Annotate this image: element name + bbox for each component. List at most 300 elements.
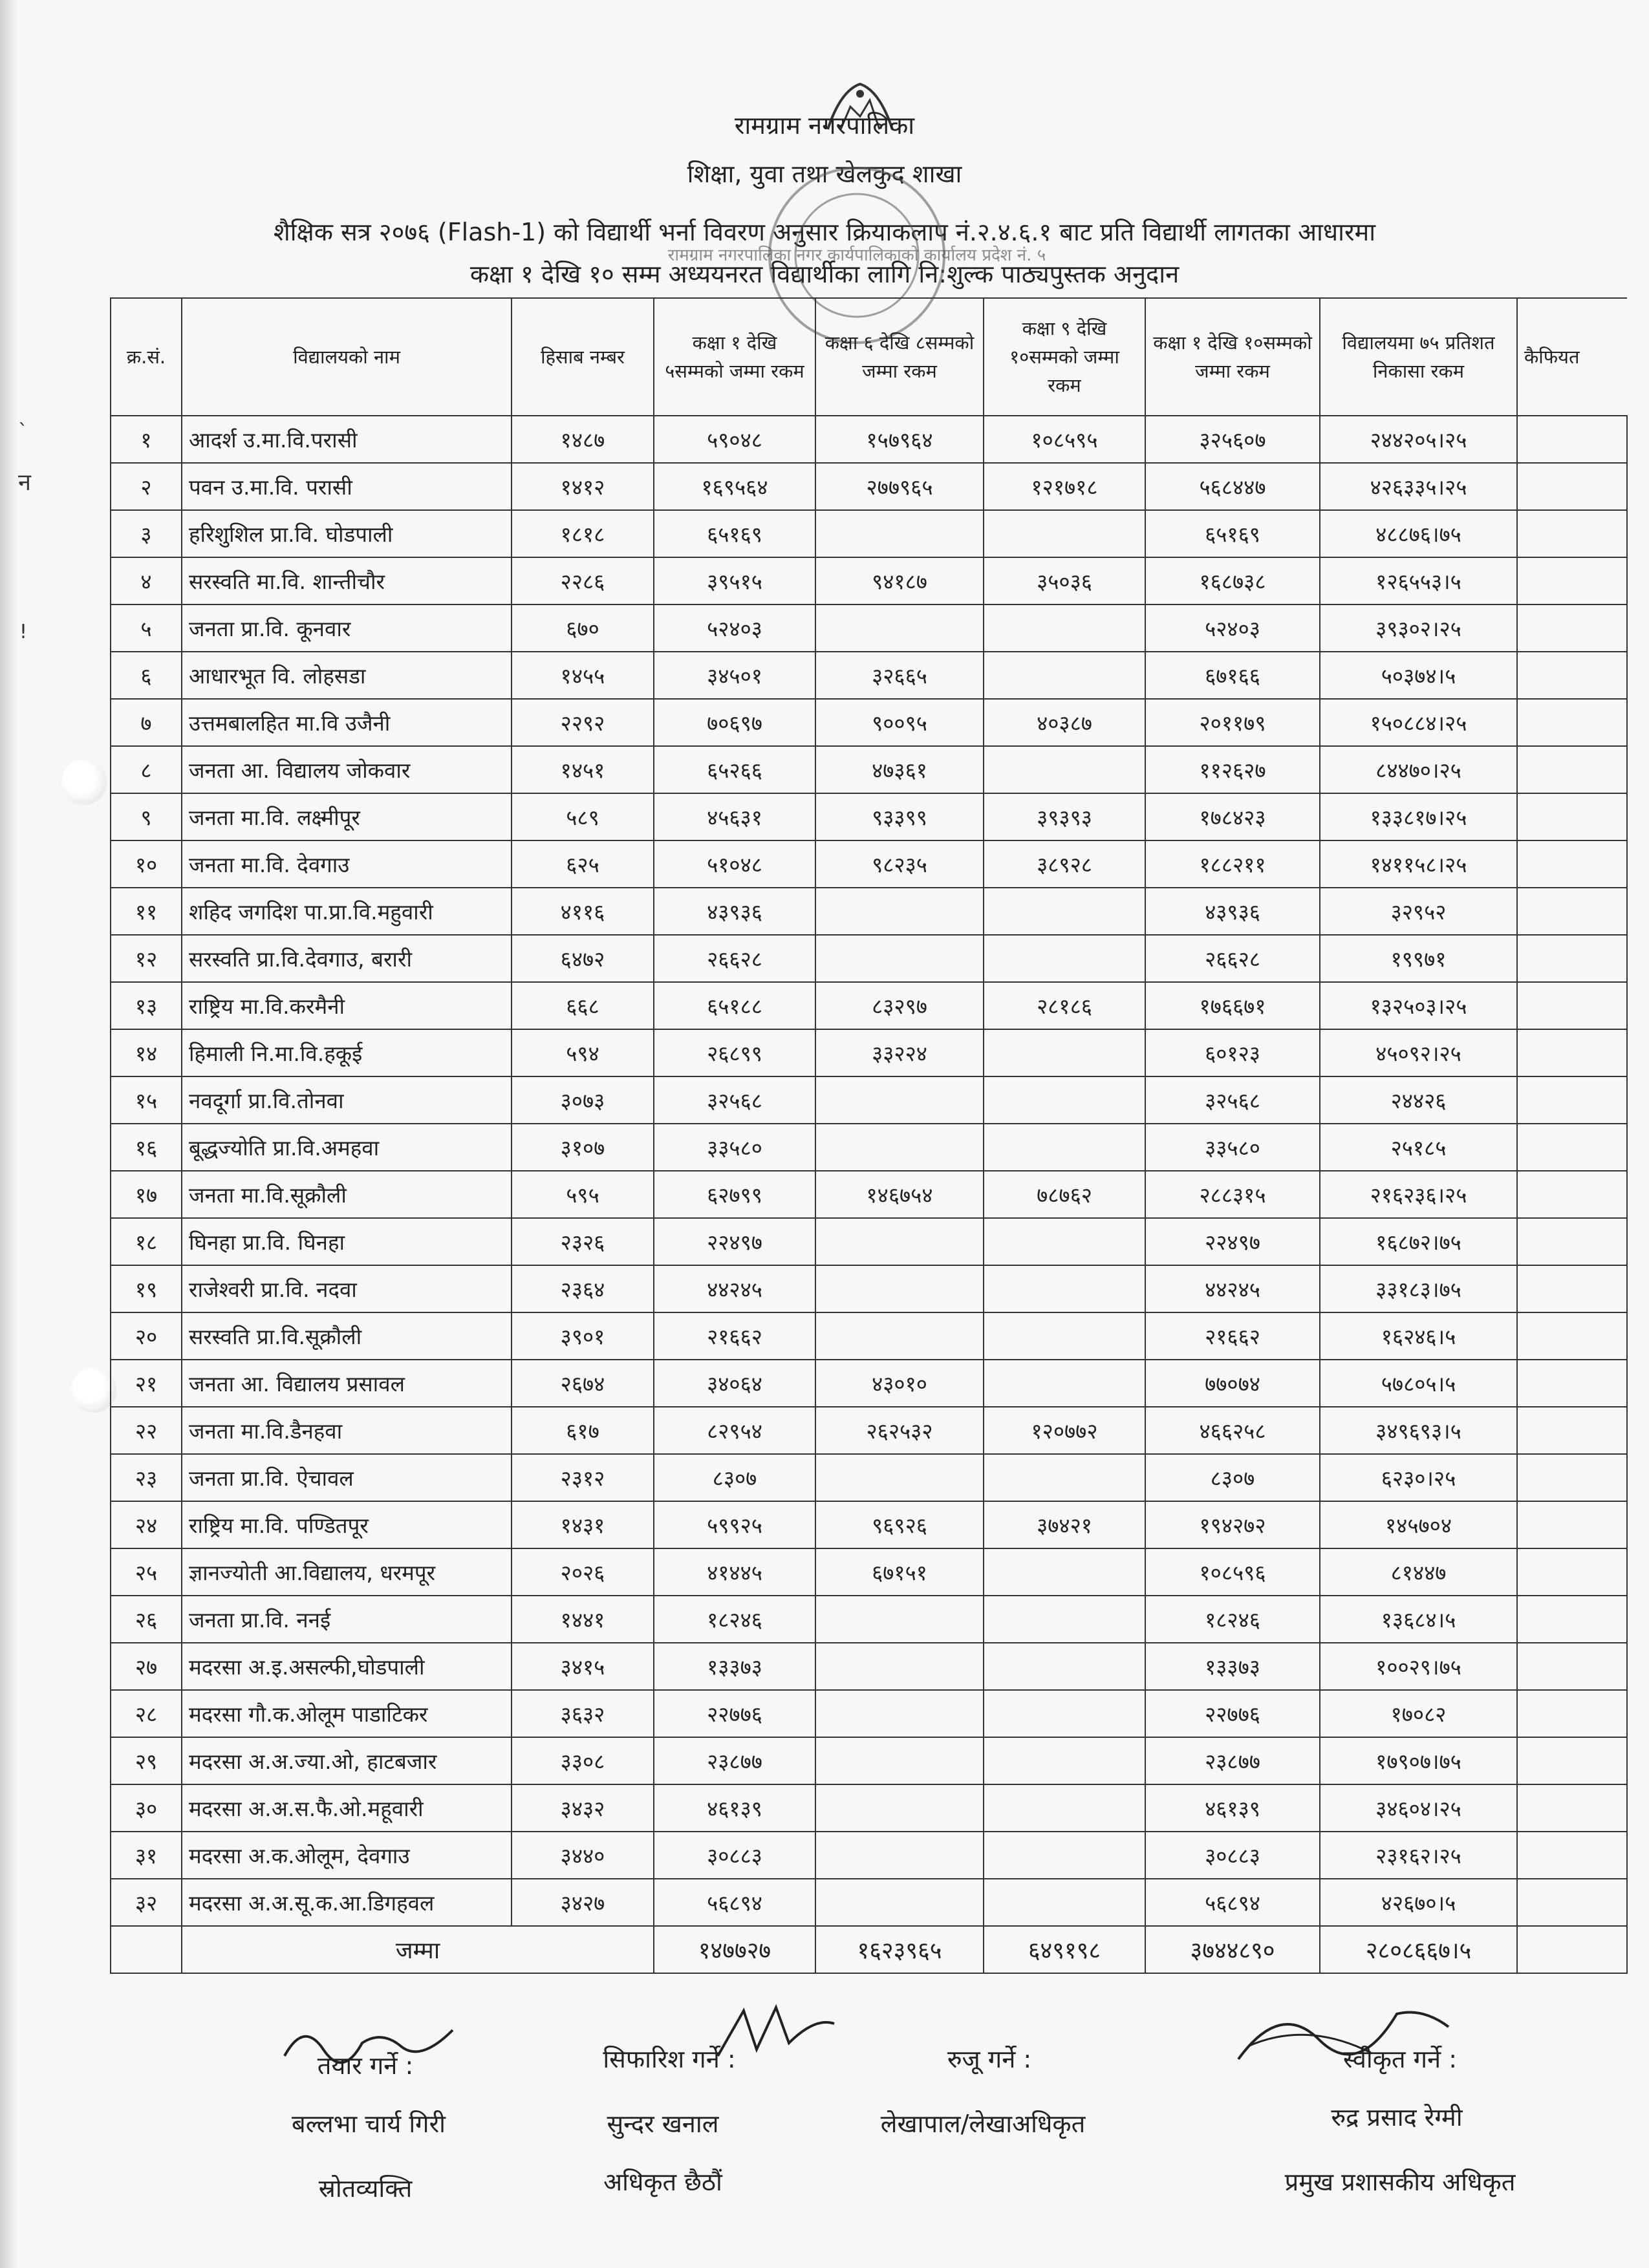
cell-grade-1-5: ३४०६४: [654, 1360, 815, 1407]
recommended-by-title: अधिकृत छैठौं: [603, 2168, 722, 2196]
table-row: [111, 1407, 1627, 1454]
cell-grade-1-10: १७६६७१: [1145, 982, 1320, 1029]
cell-account-number: ३९०१: [512, 1312, 654, 1360]
cell-account-number: २२९२: [512, 699, 654, 746]
cell-account-number: १४३१: [512, 1501, 654, 1548]
cell-release-75: ४५०९२।२५: [1320, 1029, 1517, 1076]
cell-account-number: १४८७: [512, 416, 654, 463]
table-row: [111, 1124, 1627, 1171]
cell-school-name: मदरसा अ.इ.असल्फी,घोडपाली: [182, 1643, 512, 1690]
total-grade-6-8: १६२३९६५: [815, 1926, 984, 1973]
cell-release-75: ४२६३३५।२५: [1320, 463, 1517, 510]
cell-school-name: जनता मा.वि.सूक्रौली: [182, 1171, 512, 1218]
cell-account-number: ४११६: [512, 888, 654, 935]
table-row: [111, 1690, 1627, 1737]
approved-by-name: रुद्र प्रसाद रेग्मी: [1331, 2103, 1463, 2132]
cell-grade-1-10: २२७७६: [1145, 1690, 1320, 1737]
cell-remarks: [1517, 1879, 1627, 1926]
cell-grade-9-10: ३८९२८: [984, 840, 1145, 888]
cell-grade-9-10: [984, 604, 1145, 652]
cell-serial: २४: [111, 1501, 182, 1548]
total-row: [111, 1926, 1627, 1973]
cell-grade-6-8: ९००९५: [815, 699, 984, 746]
cell-school-name: मदरसा अ.क.ओलूम, देवगाउ: [182, 1832, 512, 1879]
cell-release-75: ३२९५२: [1320, 888, 1517, 935]
cell-serial: २९: [111, 1737, 182, 1784]
cell-school-name: जनता मा.वि.डैनहवा: [182, 1407, 512, 1454]
cell-serial: २०: [111, 1312, 182, 1360]
cell-serial: २६: [111, 1596, 182, 1643]
table-row: [111, 1218, 1627, 1265]
prepared-by-title: स्रोतव्यक्ति: [318, 2174, 413, 2203]
cell-grade-9-10: १२१७१८: [984, 463, 1145, 510]
cell-grade-6-8: [815, 1832, 984, 1879]
cell-remarks: [1517, 982, 1627, 1029]
cell-grade-6-8: [815, 1596, 984, 1643]
cell-grade-1-5: १८२४६: [654, 1596, 815, 1643]
cell-release-75: ३३१८३।७५: [1320, 1265, 1517, 1312]
cell-grade-1-5: ३०८८३: [654, 1832, 815, 1879]
total-grade-9-10: ६४९१९८: [984, 1926, 1145, 1973]
recommended-by-name: सुन्दर खनाल: [607, 2110, 719, 2138]
cell-grade-1-10: ३२५६०७: [1145, 416, 1320, 463]
cell-release-75: १२६५५३।५: [1320, 557, 1517, 604]
cell-release-75: १५०८८४।२५: [1320, 699, 1517, 746]
cell-grade-6-8: ८३२९७: [815, 982, 984, 1029]
cell-grade-9-10: [984, 652, 1145, 699]
cell-grade-6-8: १४६७५४: [815, 1171, 984, 1218]
col-header-grade-9-10: कक्षा ९ देखि १०सम्मको जम्मा रकम: [984, 298, 1145, 416]
cell-grade-9-10: [984, 1454, 1145, 1501]
table-row: [111, 746, 1627, 793]
cell-grade-1-5: १६९५६४: [654, 463, 815, 510]
subject-line-2: कक्षा १ देखि १० सम्म अध्ययनरत विद्यार्थीका लागि नि:शुल्क पाठ्यपुस्तक अनुदान: [469, 260, 1180, 288]
table-row: [111, 510, 1627, 557]
col-header-release-75: विद्यालयमा ७५ प्रतिशत निकासा रकम: [1320, 298, 1517, 416]
margin-mark: !: [19, 621, 28, 643]
table-row: [111, 1548, 1627, 1596]
cell-grade-1-5: २१६६२: [654, 1312, 815, 1360]
cell-grade-1-10: ३३५८०: [1145, 1124, 1320, 1171]
cell-grade-1-10: ३२५६८: [1145, 1076, 1320, 1124]
col-header-grade-1-5: कक्षा १ देखि ५सम्मको जम्मा रकम: [654, 298, 815, 416]
cell-account-number: ३४४०: [512, 1832, 654, 1879]
cell-grade-1-10: ११२६२७: [1145, 746, 1320, 793]
cell-grade-6-8: ४३०१०: [815, 1360, 984, 1407]
cell-school-name: घिनहा प्रा.वि. घिनहा: [182, 1218, 512, 1265]
cell-grade-1-10: १०८५९६: [1145, 1548, 1320, 1596]
cell-grade-6-8: [815, 1124, 984, 1171]
cell-grade-1-10: २३८७७: [1145, 1737, 1320, 1784]
cell-account-number: २३६४: [512, 1265, 654, 1312]
cell-release-75: ८१४४७: [1320, 1548, 1517, 1596]
cell-school-name: जनता आ. विद्यालय प्रसावल: [182, 1360, 512, 1407]
verified-by-role: रुजू गर्ने :: [947, 2045, 1032, 2073]
cell-school-name: बूद्धज्योति प्रा.वि.अमहवा: [182, 1124, 512, 1171]
verified-by-name: लेखापाल/लेखाअधिकृत: [880, 2110, 1086, 2138]
cell-school-name: शहिद जगदिश पा.प्रा.वि.महुवारी: [182, 888, 512, 935]
cell-release-75: १६२४६।५: [1320, 1312, 1517, 1360]
cell-grade-6-8: [815, 1737, 984, 1784]
cell-account-number: ६६८: [512, 982, 654, 1029]
cell-serial: २३: [111, 1454, 182, 1501]
cell-account-number: ३४१५: [512, 1643, 654, 1690]
cell-serial: ४: [111, 557, 182, 604]
col-header-grade-6-8: कक्षा ६ देखि ८सम्मको जम्मा रकम: [815, 298, 984, 416]
cell-remarks: [1517, 1643, 1627, 1690]
table-row: [111, 1312, 1627, 1360]
cell-grade-9-10: [984, 510, 1145, 557]
table-row: [111, 416, 1627, 463]
cell-grade-9-10: ३७४२१: [984, 1501, 1145, 1548]
cell-remarks: [1517, 1596, 1627, 1643]
cell-grade-1-10: ७७०७४: [1145, 1360, 1320, 1407]
cell-school-name: सरस्वति प्रा.वि.सूक्रौली: [182, 1312, 512, 1360]
table-row: [111, 793, 1627, 840]
scan-shadow: [0, 0, 18, 2268]
table-header-row: [111, 298, 1627, 416]
cell-grade-9-10: [984, 1076, 1145, 1124]
cell-grade-1-5: १३३७३: [654, 1643, 815, 1690]
cell-remarks: [1517, 416, 1627, 463]
table-row: [111, 1076, 1627, 1124]
cell-serial: ६: [111, 652, 182, 699]
cell-grade-1-5: ४३९३६: [654, 888, 815, 935]
cell-grade-9-10: [984, 746, 1145, 793]
cell-release-75: ३४९६९३।५: [1320, 1407, 1517, 1454]
cell-school-name: सरस्वति मा.वि. शान्तीचौर: [182, 557, 512, 604]
cell-school-name: मदरसा अ.अ.स.फै.ओ.महूवारी: [182, 1784, 512, 1832]
table-row: [111, 604, 1627, 652]
table-row: [111, 1737, 1627, 1784]
cell-remarks: [1517, 1690, 1627, 1737]
cell-grade-1-10: ६०१२३: [1145, 1029, 1320, 1076]
table-row: [111, 1596, 1627, 1643]
cell-school-name: नवदूर्गा प्रा.वि.तोनवा: [182, 1076, 512, 1124]
cell-account-number: ३४३२: [512, 1784, 654, 1832]
table-row: [111, 1832, 1627, 1879]
total-grade-1-10: ३७४४८९०: [1145, 1926, 1320, 1973]
cell-grade-1-10: ४३९३६: [1145, 888, 1320, 935]
total-release-75: २८०८६६७।५: [1320, 1926, 1517, 1973]
cell-account-number: ३०७३: [512, 1076, 654, 1124]
cell-release-75: ६२३०।२५: [1320, 1454, 1517, 1501]
cell-remarks: [1517, 1171, 1627, 1218]
cell-grade-1-10: १८२४६: [1145, 1596, 1320, 1643]
cell-serial: १: [111, 416, 182, 463]
col-header-remarks: कैफियत: [1517, 298, 1627, 416]
cell-grade-9-10: [984, 1312, 1145, 1360]
table-row: [111, 699, 1627, 746]
cell-grade-6-8: [815, 935, 984, 982]
cell-release-75: १००२९।७५: [1320, 1643, 1517, 1690]
cell-grade-1-10: २६६२८: [1145, 935, 1320, 982]
cell-grade-1-5: ४४२४५: [654, 1265, 815, 1312]
cell-school-name: जनता मा.वि. लक्ष्मीपूर: [182, 793, 512, 840]
cell-release-75: २५१८५: [1320, 1124, 1517, 1171]
cell-remarks: [1517, 1832, 1627, 1879]
cell-grade-1-5: २६८९९: [654, 1029, 815, 1076]
table-row: [111, 1879, 1627, 1926]
cell-grade-1-10: ६५१६९: [1145, 510, 1320, 557]
cell-serial: १६: [111, 1124, 182, 1171]
cell-grade-1-5: ६५१८८: [654, 982, 815, 1029]
table-row: [111, 652, 1627, 699]
cell-grade-6-8: [815, 888, 984, 935]
cell-grade-1-10: १८८२११: [1145, 840, 1320, 888]
cell-grade-1-10: २१६६२: [1145, 1312, 1320, 1360]
stamp-text: रामग्राम नगरपालिका नगर कार्यपालिकाको कार्यालय प्रदेश नं. ५: [667, 246, 1046, 265]
cell-school-name: मदरसा अ.अ.सू.क.आ.डिगहवल: [182, 1879, 512, 1926]
prepared-by-role: तयार गर्ने :: [317, 2051, 414, 2080]
col-header-grade-1-10: कक्षा १ देखि १०सम्मको जम्मा रकम: [1145, 298, 1320, 416]
cell-account-number: ६४७२: [512, 935, 654, 982]
cell-serial: १३: [111, 982, 182, 1029]
col-header-school-name: विद्यालयको नाम: [182, 298, 512, 416]
total-grade-1-5: १४७७२७: [654, 1926, 815, 1973]
cell-serial: २७: [111, 1643, 182, 1690]
cell-serial: ३२: [111, 1879, 182, 1926]
approved-by-title: प्रमुख प्रशासकीय अधिकृत: [1284, 2168, 1516, 2196]
cell-grade-9-10: १२०७७२: [984, 1407, 1145, 1454]
branch-name: शिक्षा, युवा तथा खेलकुद शाखा: [687, 160, 962, 188]
cell-remarks: [1517, 699, 1627, 746]
cell-remarks: [1517, 888, 1627, 935]
cell-grade-6-8: [815, 1076, 984, 1124]
cell-grade-1-10: ८३०७: [1145, 1454, 1320, 1501]
cell-grade-1-10: ३०८८३: [1145, 1832, 1320, 1879]
cell-serial: २८: [111, 1690, 182, 1737]
total-remarks: [1517, 1926, 1627, 1973]
cell-release-75: १३२५०३।२५: [1320, 982, 1517, 1029]
cell-remarks: [1517, 652, 1627, 699]
cell-school-name: मदरसा गौ.क.ओलूम पाडाटिकर: [182, 1690, 512, 1737]
cell-grade-9-10: [984, 888, 1145, 935]
cell-grade-1-5: ५९९२५: [654, 1501, 815, 1548]
cell-remarks: [1517, 510, 1627, 557]
table-row: [111, 935, 1627, 982]
cell-remarks: [1517, 1737, 1627, 1784]
cell-grade-1-5: २२७७६: [654, 1690, 815, 1737]
margin-mark: न: [18, 469, 31, 496]
cell-school-name: सरस्वति प्रा.वि.देवगाउ, बरारी: [182, 935, 512, 982]
cell-grade-6-8: [815, 1218, 984, 1265]
recommended-by-role: सिफारिश गर्ने :: [603, 2045, 736, 2073]
cell-school-name: जनता मा.वि. देवगाउ: [182, 840, 512, 888]
cell-grade-1-5: २३८७७: [654, 1737, 815, 1784]
cell-grade-6-8: [815, 1312, 984, 1360]
cell-school-name: जनता आ. विद्यालय जोकवार: [182, 746, 512, 793]
grant-table: [110, 297, 1628, 1974]
total-label: जम्मा: [182, 1926, 654, 1973]
cell-grade-1-5: ३४५०१: [654, 652, 815, 699]
cell-grade-1-10: ५२४०३: [1145, 604, 1320, 652]
cell-grade-1-5: ५९०४८: [654, 416, 815, 463]
cell-grade-1-10: १३३७३: [1145, 1643, 1320, 1690]
cell-remarks: [1517, 1076, 1627, 1124]
cell-remarks: [1517, 1501, 1627, 1548]
margin-mark: `: [18, 420, 28, 443]
punch-hole: [61, 760, 107, 805]
cell-release-75: ५७८०५।५: [1320, 1360, 1517, 1407]
cell-grade-1-5: २६६२८: [654, 935, 815, 982]
cell-grade-6-8: ९८२३५: [815, 840, 984, 888]
col-header-account-number: हिसाब नम्बर: [512, 298, 654, 416]
cell-serial: २२: [111, 1407, 182, 1454]
cell-remarks: [1517, 1312, 1627, 1360]
cell-grade-9-10: [984, 1029, 1145, 1076]
cell-grade-6-8: ९६९२६: [815, 1501, 984, 1548]
cell-grade-1-5: ६२७९९: [654, 1171, 815, 1218]
cell-serial: ३: [111, 510, 182, 557]
cell-account-number: २३२६: [512, 1218, 654, 1265]
table-row: [111, 1643, 1627, 1690]
table-row: [111, 982, 1627, 1029]
cell-remarks: [1517, 1360, 1627, 1407]
cell-serial: ११: [111, 888, 182, 935]
cell-grade-9-10: [984, 1360, 1145, 1407]
office-name: रामग्राम नगरपालिका: [734, 111, 915, 140]
cell-grade-1-5: ४५६३१: [654, 793, 815, 840]
cell-account-number: १८१८: [512, 510, 654, 557]
cell-release-75: ४८८७६।७५: [1320, 510, 1517, 557]
cell-grade-6-8: ९४१८७: [815, 557, 984, 604]
cell-account-number: ३६३२: [512, 1690, 654, 1737]
table-row: [111, 888, 1627, 935]
cell-grade-6-8: [815, 510, 984, 557]
cell-grade-1-10: ५६८९४: [1145, 1879, 1320, 1926]
cell-account-number: १४४१: [512, 1596, 654, 1643]
cell-serial: ५: [111, 604, 182, 652]
cell-grade-9-10: १०८५९५: [984, 416, 1145, 463]
cell-grade-1-5: ५१०४८: [654, 840, 815, 888]
cell-school-name: हिमाली नि.मा.वि.हकूई: [182, 1029, 512, 1076]
cell-release-75: १३६८४।५: [1320, 1596, 1517, 1643]
cell-grade-1-5: ६५२६६: [654, 746, 815, 793]
cell-grade-1-10: ४६१३९: [1145, 1784, 1320, 1832]
cell-release-75: २४४२०५।२५: [1320, 416, 1517, 463]
cell-grade-1-10: २०११७९: [1145, 699, 1320, 746]
cell-account-number: २०२६: [512, 1548, 654, 1596]
cell-grade-6-8: [815, 1454, 984, 1501]
cell-grade-1-5: ८३०७: [654, 1454, 815, 1501]
cell-account-number: ६७०: [512, 604, 654, 652]
cell-grade-1-10: १९४२७२: [1145, 1501, 1320, 1548]
cell-account-number: ३३०८: [512, 1737, 654, 1784]
cell-release-75: ४२६७०।५: [1320, 1879, 1517, 1926]
cell-account-number: ५९५: [512, 1171, 654, 1218]
cell-grade-9-10: ४०३८७: [984, 699, 1145, 746]
cell-grade-1-5: ८२९५४: [654, 1407, 815, 1454]
cell-grade-9-10: [984, 1218, 1145, 1265]
cell-grade-1-5: ५२४०३: [654, 604, 815, 652]
table-row: [111, 557, 1627, 604]
cell-grade-9-10: [984, 1737, 1145, 1784]
cell-remarks: [1517, 1029, 1627, 1076]
cell-grade-6-8: [815, 1784, 984, 1832]
cell-account-number: ६१७: [512, 1407, 654, 1454]
cell-remarks: [1517, 1124, 1627, 1171]
cell-release-75: ८४४७०।२५: [1320, 746, 1517, 793]
cell-remarks: [1517, 935, 1627, 982]
cell-remarks: [1517, 840, 1627, 888]
cell-serial: १५: [111, 1076, 182, 1124]
cell-serial: ८: [111, 746, 182, 793]
cell-grade-6-8: ३३२२४: [815, 1029, 984, 1076]
cell-grade-1-5: ३९५१५: [654, 557, 815, 604]
cell-grade-6-8: २६२५३२: [815, 1407, 984, 1454]
cell-grade-9-10: २८१८६: [984, 982, 1145, 1029]
cell-grade-1-5: ७०६९७: [654, 699, 815, 746]
cell-account-number: ५८९: [512, 793, 654, 840]
cell-serial: २१: [111, 1360, 182, 1407]
cell-account-number: ३४२७: [512, 1879, 654, 1926]
cell-grade-9-10: [984, 1784, 1145, 1832]
cell-grade-1-10: २२४९७: [1145, 1218, 1320, 1265]
cell-grade-1-10: ६७१६६: [1145, 652, 1320, 699]
cell-release-75: ३९३०२।२५: [1320, 604, 1517, 652]
cell-grade-6-8: ९३३९९: [815, 793, 984, 840]
cell-grade-9-10: [984, 1124, 1145, 1171]
cell-release-75: १६८७२।७५: [1320, 1218, 1517, 1265]
cell-account-number: २३१२: [512, 1454, 654, 1501]
table-row: [111, 840, 1627, 888]
cell-grade-1-10: १७८४२३: [1145, 793, 1320, 840]
cell-remarks: [1517, 1407, 1627, 1454]
table-row: [111, 1360, 1627, 1407]
cell-grade-1-5: ५६८९४: [654, 1879, 815, 1926]
cell-grade-6-8: [815, 1879, 984, 1926]
cell-release-75: १४५७०४: [1320, 1501, 1517, 1548]
subject-line-1: शैक्षिक सत्र २०७६ (Flash-1) को विद्यार्थी भर्ना विवरण अनुसार क्रियाकलाप नं.२.४.६.१ बाट प्रति विद्यार्थी लागतका आधारमा: [273, 218, 1376, 246]
cell-account-number: ५९४: [512, 1029, 654, 1076]
cell-account-number: २६७४: [512, 1360, 654, 1407]
cell-school-name: जनता प्रा.वि. ऐचावल: [182, 1454, 512, 1501]
cell-release-75: १३३८१७।२५: [1320, 793, 1517, 840]
cell-remarks: [1517, 463, 1627, 510]
cell-grade-9-10: [984, 935, 1145, 982]
cell-grade-1-10: २८८३१५: [1145, 1171, 1320, 1218]
cell-grade-1-5: ३२५६८: [654, 1076, 815, 1124]
cell-school-name: राष्ट्रिय मा.वि. पण्डितपूर: [182, 1501, 512, 1548]
cell-serial: २५: [111, 1548, 182, 1596]
cell-serial: ३१: [111, 1832, 182, 1879]
cell-grade-1-5: ६५१६९: [654, 510, 815, 557]
cell-serial: ३०: [111, 1784, 182, 1832]
cell-grade-6-8: [815, 1690, 984, 1737]
cell-grade-6-8: ४७३६१: [815, 746, 984, 793]
cell-grade-9-10: [984, 1879, 1145, 1926]
cell-grade-9-10: [984, 1596, 1145, 1643]
cell-grade-1-10: १६८७३८: [1145, 557, 1320, 604]
cell-release-75: ५०३७४।५: [1320, 652, 1517, 699]
cell-serial: [111, 1926, 182, 1973]
table-row: [111, 1454, 1627, 1501]
cell-school-name: राजेश्वरी प्रा.वि. नदवा: [182, 1265, 512, 1312]
cell-serial: ७: [111, 699, 182, 746]
cell-serial: ९: [111, 793, 182, 840]
table-row: [111, 463, 1627, 510]
cell-serial: १८: [111, 1218, 182, 1265]
cell-school-name: ज्ञानज्योती आ.विद्यालय, धरमपूर: [182, 1548, 512, 1596]
cell-remarks: [1517, 1548, 1627, 1596]
cell-serial: १२: [111, 935, 182, 982]
table-row: [111, 1784, 1627, 1832]
cell-remarks: [1517, 1784, 1627, 1832]
cell-grade-1-5: ४६१३९: [654, 1784, 815, 1832]
cell-serial: १०: [111, 840, 182, 888]
cell-grade-9-10: [984, 1643, 1145, 1690]
